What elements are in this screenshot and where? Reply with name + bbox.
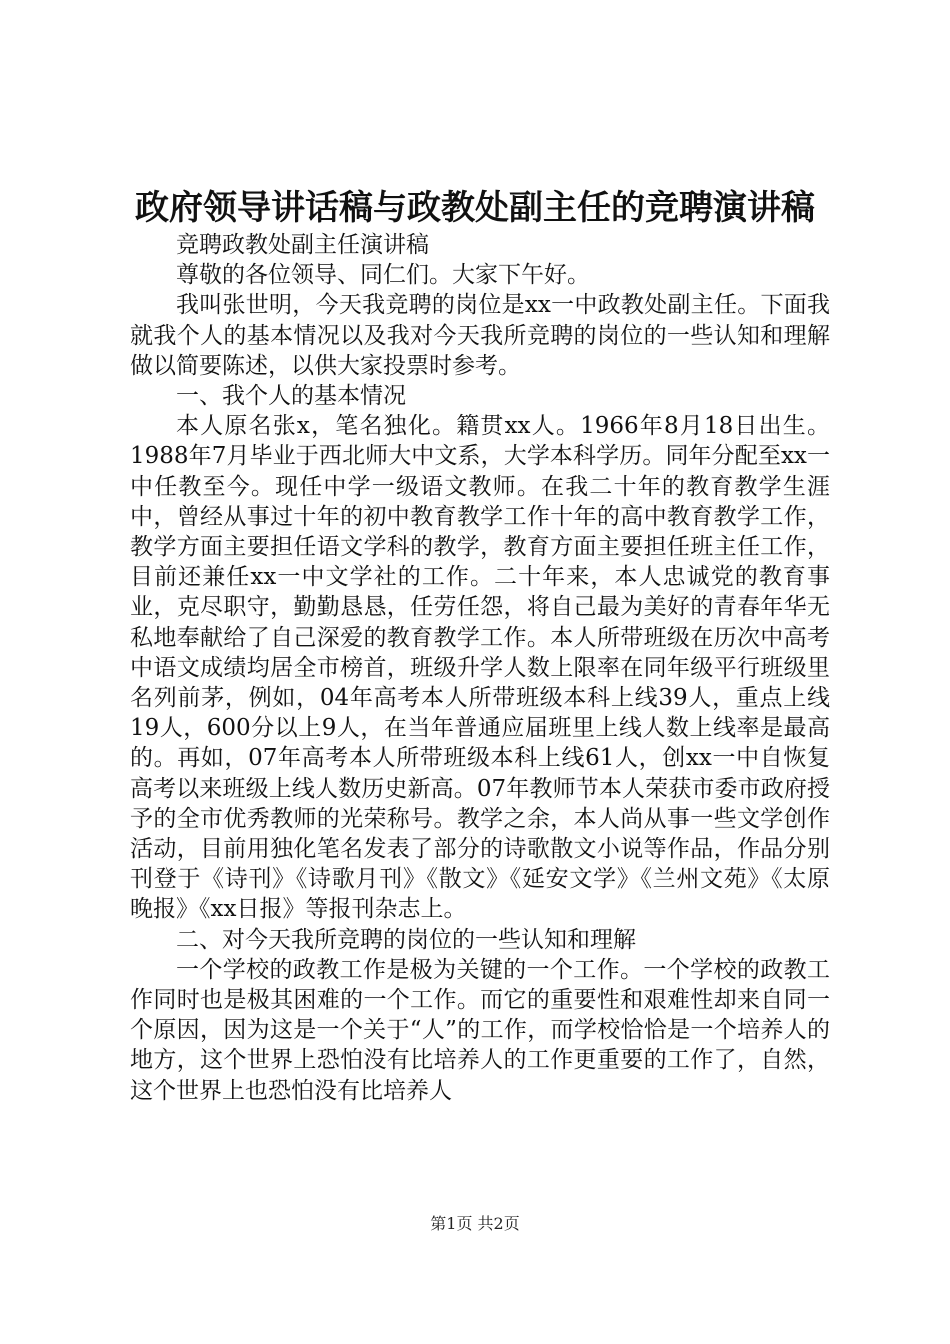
paragraph-greeting: 尊敬的各位领导、同仁们。大家下午好。 xyxy=(176,262,590,289)
section-heading-understanding: 二、对今天我所竞聘的岗位的一些认知和理解 xyxy=(176,926,636,953)
page-footer: 第1页 共2页 xyxy=(430,1214,520,1233)
paragraph-introduction: 我叫张世明，今天我竞聘的岗位是xx一中政教处副主任。下面我就我个人的基本情况以及我对今天我所竞聘的岗位的一些认知和理解做以简要陈述，以供大家投票时参考。 xyxy=(130,292,830,379)
document-title: 政府领导讲话稿与政教处副主任的竞聘演讲稿 xyxy=(135,188,815,228)
section-heading-basic-info: 一、我个人的基本情况 xyxy=(176,383,406,410)
paragraph-basic-info: 本人原名张x，笔名独化。籍贯xx人。1966年8月18日出生。1988年7月毕业于西北师大中文系，大学本科学历。同年分配至xx一中任教至今。现任中学一级语文教师。在我二十年的教育教学生涯中，曾经从事过十年的初中教育教学工作十年的高中教育教学工作，教学方面主要担任语文学科的教学，教育方面主要担任班主任工作，目前还兼任xx一中文学社的工作。二十年来，本人忠诚党的教育事业，克尽职守，勤勤恳恳，任劳任怨，将自己最为美好的青春年华无私地奉献给了自己深爱的教育教学工作。本人所带班级在历次中高考中语文成绩均居全市榜首，班级升学人数上限率在同年级平行班级里名列前茅，例如，04年高考本人所带班级本科上线39人，重点上线19人，600分以上9人，在当年普通应届班里上线人数上线率是最高的。再如，07年高考本人所带班级本科上线61人，创xx一中自恢复高考以来班级上线人数历史新高。07年教师节本人荣获市委市政府授予的全市优秀教师的光荣称号。教学之余，本人尚从事一些文学创作活动，目前用独化笔名发表了部分的诗歌散文小说等作品，作品分别刊登于《诗刊》《诗歌月刊》《散文》《延安文学》《兰州文苑》《太原晚报》《xx日报》等报刊杂志上。 xyxy=(130,413,830,923)
document-body xyxy=(130,230,830,1106)
paragraph-heading: 竞聘政教处副主任演讲稿 xyxy=(176,232,429,258)
paragraph-understanding: 一个学校的政教工作是极为关键的一个工作。一个学校的政教工作同时也是极其困难的一个工作。而它的重要性和艰难性却来自同一个原因，因为这是一个关于“人”的工作，而学校恰恰是一个培养人的地方，这个世界上恐怕没有比培养人的工作更重要的工作了，自然，这个世界上也恐怕没有比培养人 xyxy=(130,956,830,1104)
